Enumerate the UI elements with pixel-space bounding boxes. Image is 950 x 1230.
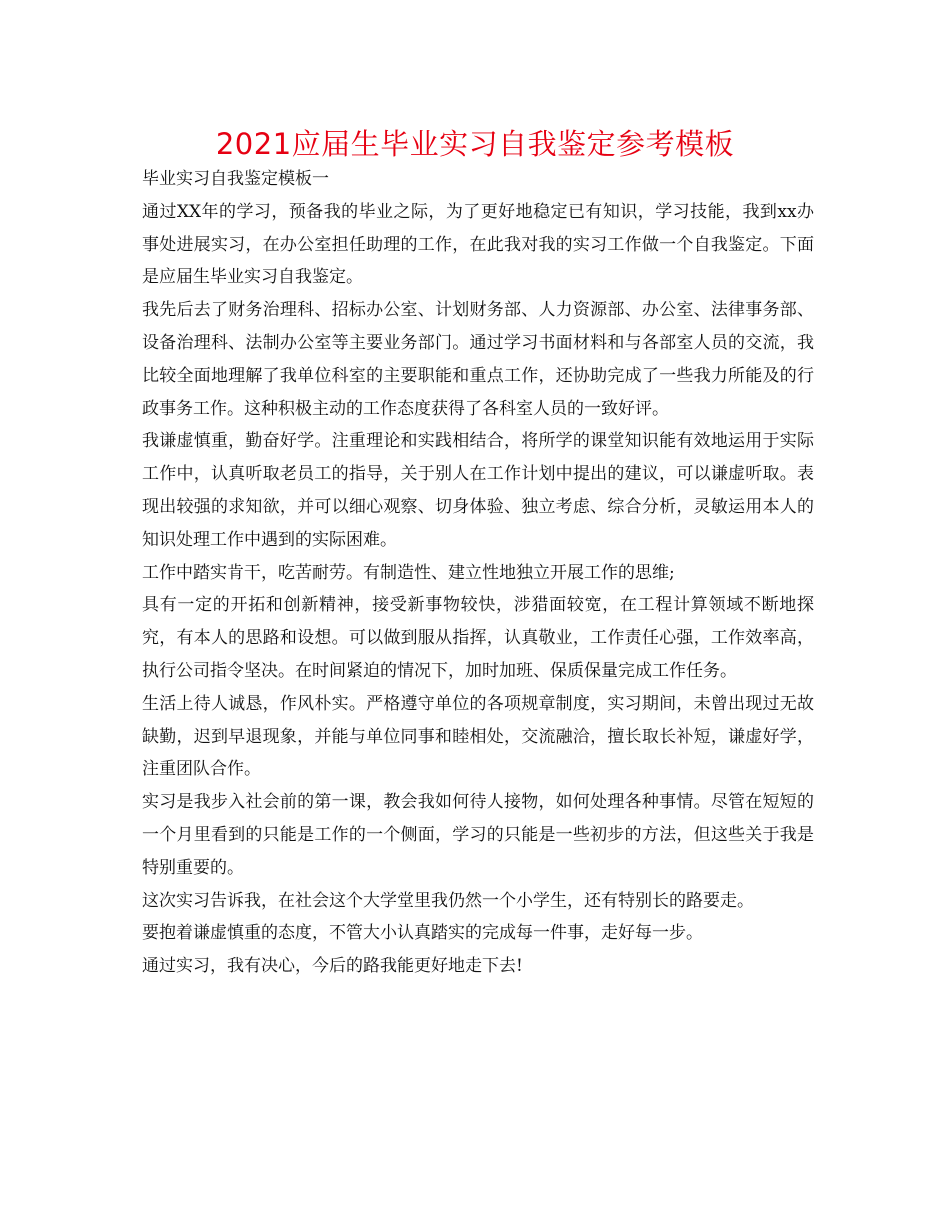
paragraph: 具有一定的开拓和创新精神，接受新事物较快，涉猎面较宽，在工程计算领域不断地探究，有本人的思路和设想。可以做到服从指挥，认真敬业，工作责任心强，工作效率高，执行公司指令坚决。在时间紧迫的情况下，加时加班、保质保量完成工作任务。 [142, 595, 814, 681]
paragraph: 实习是我步入社会前的第一课，教会我如何待人接物，如何处理各种事情。尽管在短短的一个月里看到的只能是工作的一个侧面，学习的只能是一些初步的方法，但这些关于我是特别重要的。 [142, 792, 814, 878]
paragraph: 通过XX年的学习，预备我的毕业之际，为了更好地稳定已有知识，学习技能，我到xx办事处进展实习，在办公室担任助理的工作，在此我对我的实习工作做一个自我鉴定。下面是应届生毕业实习自我鉴定。 [142, 201, 814, 288]
paragraph: 我先后去了财务治理科、招标办公室、计划财务部、人力资源部、办公室、法律事务部、设备治理科、法制办公室等主要业务部门。通过学习书面材料和与各部室人员的交流，我比较全面地理解了我单位科室的主要职能和重点工作，还协助完成了一些我力所能及的行政事务工作。这种积极主动的工作态度获得了各科室人员的一致好评。 [142, 300, 814, 419]
paragraph: 生活上待人诚恳，作风朴实。严格遵守单位的各项规章制度，实习期间，未曾出现过无故缺勤，迟到早退现象，并能与单位同事和睦相处，交流融洽，擅长取长补短，谦虚好学，注重团队合作。 [142, 693, 814, 780]
section-heading: 毕业实习自我鉴定模板一 [142, 169, 329, 189]
document-title: 2021应届生毕业实习自我鉴定参考模板 [215, 127, 735, 161]
paragraph: 我谦虚慎重，勤奋好学。注重理论和实践相结合，将所学的课堂知识能有效地运用于实际工作中，认真听取老员工的指导，关于别人在工作计划中提出的建议，可以谦虚听取。表现出较强的求知欲，并可以细心观察、切身体验、独立考虑、综合分析，灵敏运用本人的知识处理工作中遇到的实际困难。 [142, 431, 814, 550]
paragraph: 工作中踏实肯干，吃苦耐劳。有制造性、建立性地独立开展工作的思维; [142, 562, 675, 583]
paragraph: 通过实习，我有决心，今后的路我能更好地走下去! [142, 956, 523, 977]
paragraph: 要抱着谦虚慎重的态度，不管大小认真踏实的完成每一件事，走好每一步。 [142, 923, 703, 944]
document-body [142, 163, 814, 983]
paragraph: 这次实习告诉我，在社会这个大学堂里我仍然一个小学生，还有特别长的路要走。 [142, 890, 754, 911]
